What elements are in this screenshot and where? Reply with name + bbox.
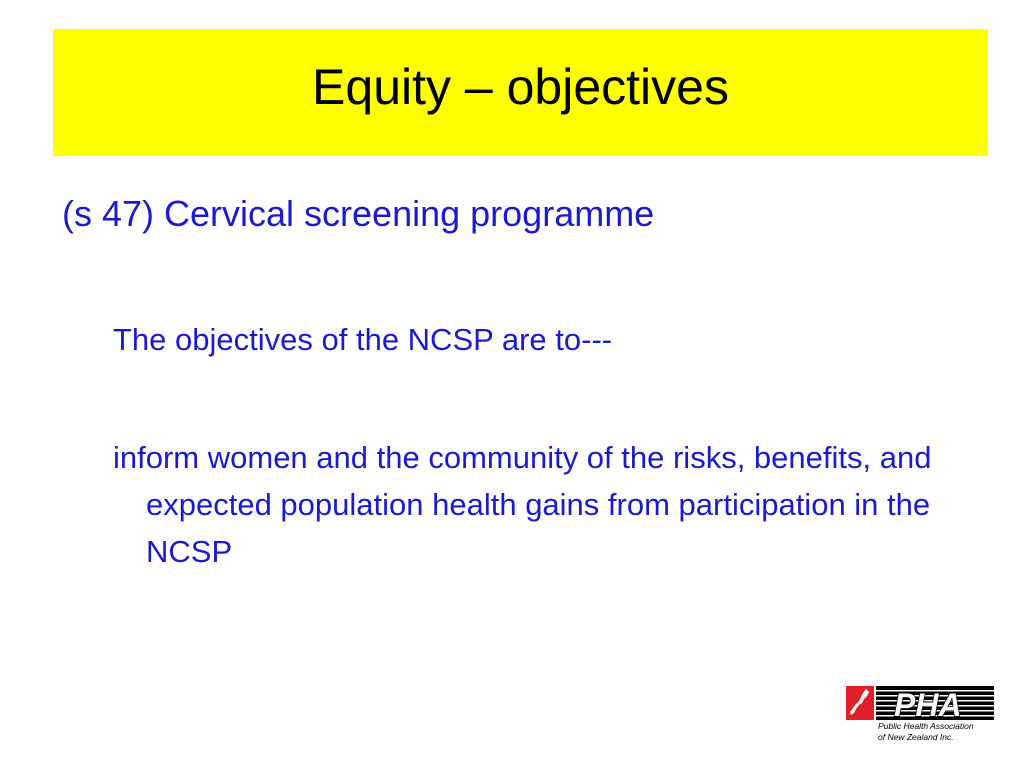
section-heading: (s 47) Cervical screening programme bbox=[62, 193, 655, 234]
pha-logo-text: PHA bbox=[894, 687, 962, 723]
objective-item: inform women and the community of the risks, benefits, and expected population health gains from participation in the NCSP bbox=[113, 440, 932, 569]
title-bar bbox=[53, 29, 988, 156]
slide-title: Equity – objectives bbox=[312, 58, 729, 115]
objectives-intro: The objectives of the NCSP are to--- bbox=[113, 322, 613, 357]
logo-caption bbox=[878, 721, 974, 743]
logo-caption-line2: of New Zealand Inc. bbox=[878, 732, 954, 742]
logo-caption-line1: Public Health Association bbox=[878, 721, 974, 731]
